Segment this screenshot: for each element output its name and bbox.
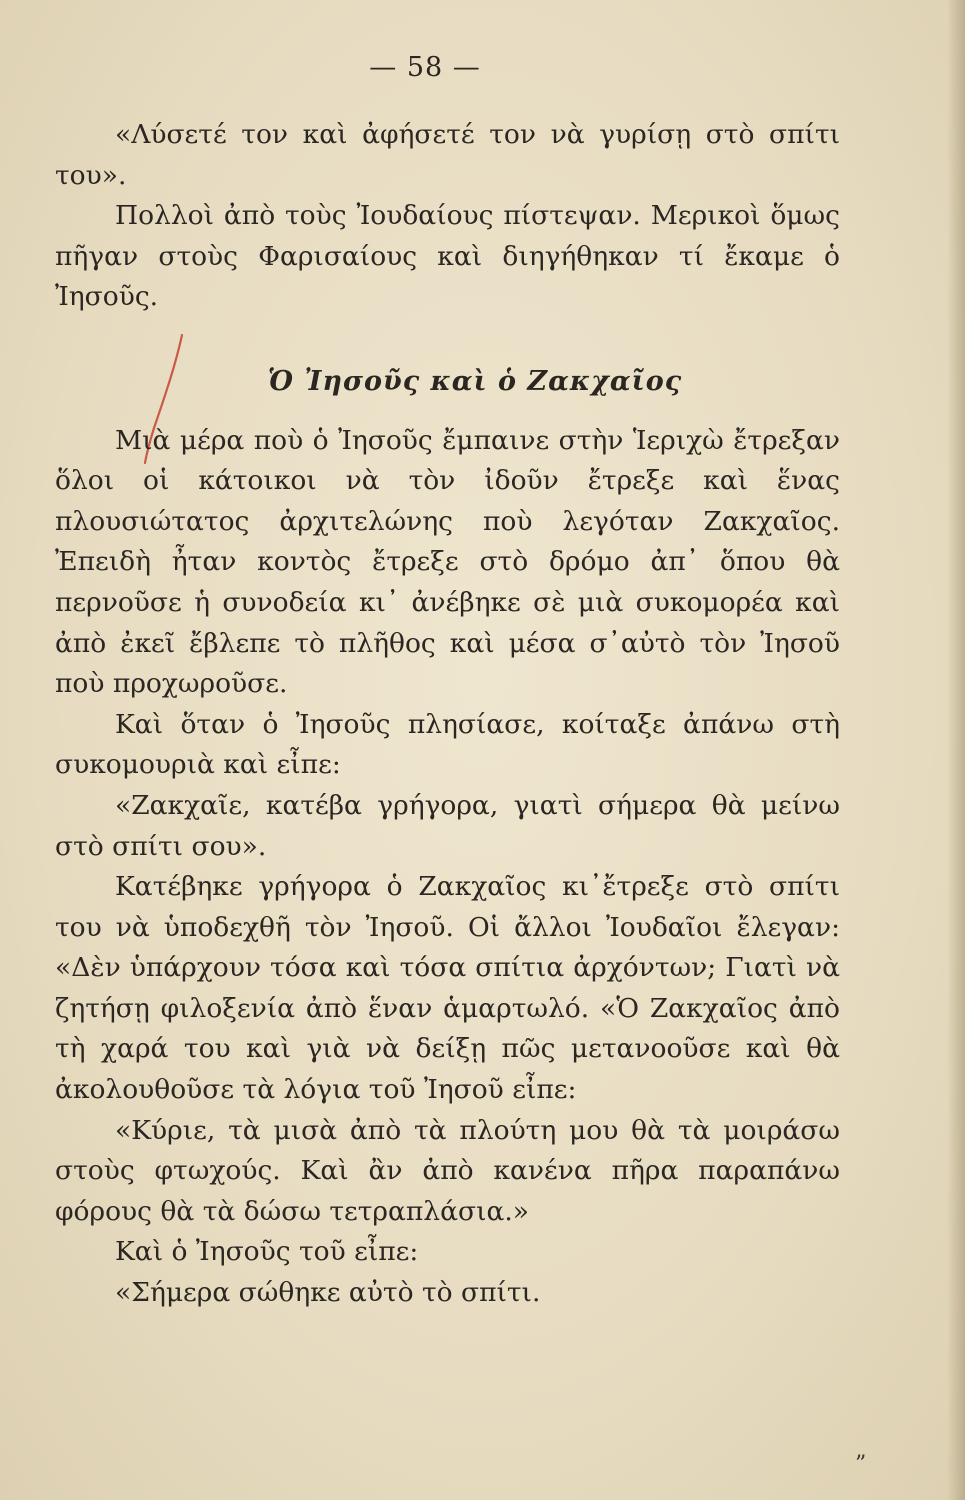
paragraph-zacchaeus-quote: «Κύριε, τὰ μισὰ ἀπὸ τὰ πλούτη μου θὰ τὰ μοιράσω στοὺς φτωχούς. Καὶ ἂν ἀπὸ κανένα πῆρα παραπάνω φόρους θὰ τὰ δώσω τετραπλάσια.» [55, 1114, 840, 1227]
paragraph-lazarus-quote: «Λύσετέ τον καὶ ἀφήσετέ τον νὰ γυρίσῃ στὸ σπίτι του». [55, 119, 840, 191]
paragraph-zacchaeus-descends: Κατέβηκε γρήγορα ὁ Ζακχαῖος κι᾽ἔτρεξε στὸ σπίτι του νὰ ὑποδεχθῆ τὸν Ἰησοῦ. Οἱ ἄλλοι Ἰουδαῖοι ἔλεγαν: «Δὲν ὑπάρχουν τόσα καὶ τόσα σπίτια ἀρχόντων; Γιατὶ νὰ ζητήσῃ φιλοξενία ἀπὸ ἕναν ἁμαρτωλό. «Ὁ Ζακχαῖος ἀπὸ τὴ χαρά του καὶ γιὰ νὰ δείξῃ πῶς μετανοοῦσε καὶ θὰ ἀκολουθοῦσε τὰ λόγια τοῦ Ἰησοῦ εἶπε: [55, 871, 840, 1106]
paragraph-jesus-approaches: Καὶ ὅταν ὁ Ἰησοῦς πλησίασε, κοίταξε ἀπάνω στὴ συκομουριὰ καὶ εἶπε: [55, 708, 840, 781]
paragraph-salvation-quote: «Σήμερα σώθηκε αὐτὸ τὸ σπίτι. [115, 1277, 541, 1309]
paragraph-jesus-replies: Καὶ ὁ Ἰησοῦς τοῦ εἶπε: [115, 1236, 419, 1268]
stray-ink-mark: ” [855, 1452, 867, 1477]
paragraph-jesus-quote: «Ζακχαῖε, κατέβα γρήγορα, γιατὶ σήμερα θὰ μείνω στὸ σπίτι σου». [55, 789, 840, 862]
body-text [55, 115, 840, 1314]
paragraph-zacchaeus-intro: Μιὰ μέρα ποὺ ὁ Ἰησοῦς ἔμπαινε στὴν Ἱεριχὼ ἔτρεξαν ὅλοι οἱ κάτοικοι νὰ τὸν ἰδοῦν ἔτρεξε καὶ ἕνας πλουσιώτατος ἀρχιτελώνης ποὺ λεγόταν Ζακχαῖος. Ἐπειδὴ ἦταν κοντὸς ἔτρεξε στὸ δρόμο ἀπ᾽ ὅπου θὰ περνοῦσε ἡ συνοδεία κι᾽ ἀνέβηκε σὲ μιὰ συκομορέα καὶ ἀπὸ ἐκεῖ ἔβλεπε τὸ πλῆθος καὶ μέσα σ᾽αὐτὸ τὸν Ἰησοῦ ποὺ προχωροῦσε. [55, 424, 840, 700]
page-number: — 58 — [369, 52, 481, 83]
page-edge-shadow [947, 0, 965, 1500]
paragraph-pharisees: Πολλοὶ ἀπὸ τοὺς Ἰουδαίους πίστεψαν. Μερικοὶ ὅμως πῆγαν στοὺς Φαρισαίους καὶ διηγήθηκαν τί ἔκαμε ὁ Ἰησοῦς. [55, 200, 840, 313]
section-heading: Ὁ Ἰησοῦς καὶ ὁ Ζακχαῖος [267, 365, 683, 397]
